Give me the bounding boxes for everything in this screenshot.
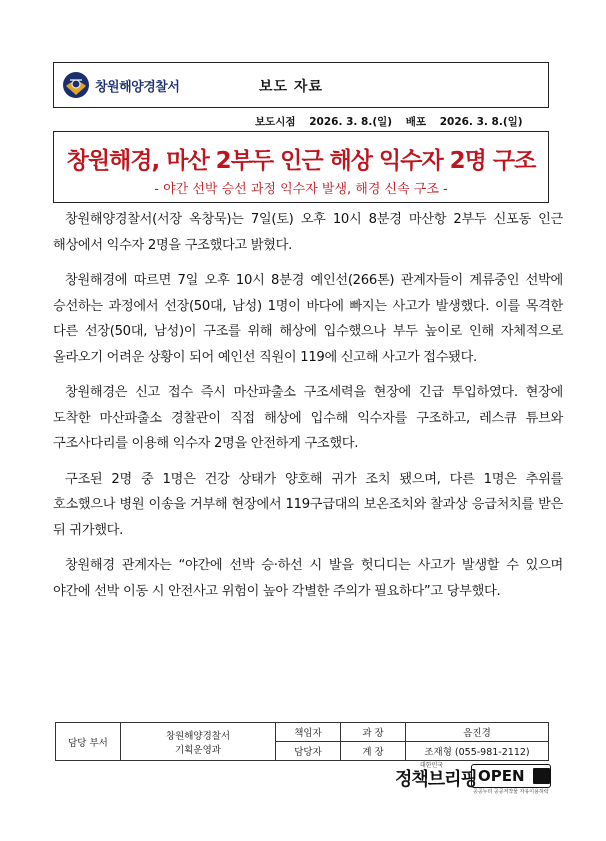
headline: 창원해경, 마산 2부두 인근 해상 익수자 2명 구조: [66, 148, 536, 174]
article-body: [53, 207, 563, 614]
officer-label: 담당자: [276, 742, 341, 761]
paragraph-4: 구조된 2명 중 1명은 건강 상태가 양호해 귀가 조치 됐으며, 다른 1명은 추위를 호소했으나 병원 이송을 거부해 현장에서 119구급대의 보온조치와 찰과상 응급처치를 받은 뒤 귀가했다.: [53, 471, 563, 538]
distribution-label: 배포: [405, 116, 427, 128]
release-info: [255, 114, 533, 129]
responsible-title: 과 장: [341, 723, 406, 742]
open-caption: 공공누리 공공저작물 자유이용허락: [473, 789, 549, 795]
responsible-label: 책임자: [276, 723, 341, 742]
officer-name: 조재형 (055-981-2112): [406, 742, 549, 761]
paragraph-2: 창원해경에 따르면 7일 오후 10시 8분경 예인선(266톤) 관계자들이 계류중인 선박에 승선하는 과정에서 선장(50대, 남성) 1명이 바다에 빠지는 사고가 발생했다. 이를 목격한 다른 선장(50대, 남성)이 구조를 위해 해상에 입수했으나 부두 높이로 인해 자체적으로 올라오기 어려운 상황이 되어 예인선 직원이 119에 신고해 사고가 접수됐다.: [53, 273, 563, 365]
dept-sub: 기획운영과: [175, 744, 221, 756]
embargo-label: 보도시점: [255, 116, 296, 128]
officer-title: 계 장: [341, 742, 406, 761]
agency-logo: [62, 71, 179, 99]
dept-cell: [121, 723, 276, 761]
paragraph-3: 창원해경은 신고 접수 즉시 마산파출소 구조세력을 현장에 긴급 투입하였다. 현장에 도착한 마산파출소 경찰관이 직접 해상에 입수해 익수자를 구조하고, 레스큐 튜브와 구조사다리를 이용해 익수자 2명을 안전하게 구조했다.: [53, 385, 563, 451]
doc-type-label: 보도 자료: [259, 79, 323, 95]
briefing-small-text: 대한민국: [420, 762, 444, 769]
agency-name: 창원해양경찰서: [95, 79, 180, 95]
open-license-badge: [471, 764, 551, 788]
subheadline: - 야간 선박 승선 과정 익수자 발생, 해경 신속 구조 -: [154, 182, 448, 197]
footer-logos: [385, 760, 565, 800]
header-box: [53, 62, 549, 108]
coast-guard-emblem-icon: [62, 71, 90, 99]
dept-label: 담당 부서: [56, 723, 121, 761]
distribution-date: 2026. 3. 8.(일): [439, 116, 523, 128]
policy-briefing-logo: 정책브리핑: [395, 769, 477, 790]
paragraph-1: 창원해양경찰서(서장 옥창묵)는 7일(토) 오후 10시 8분경 마산항 2부두 신포동 인근 해상에서 익수자 2명을 구조했다고 밝혔다.: [53, 212, 563, 253]
paragraph-5: 창원해경 관계자는 “야간에 선박 승·하선 시 발을 헛디디는 사고가 발생할 수 있으며 야간에 선박 이동 시 안전사고 위험이 높아 각별한 주의가 필요하다”고 당부했다.: [53, 558, 563, 599]
dept-name: 창원해양경찰서: [165, 730, 231, 742]
embargo-date: 2026. 3. 8.(일): [309, 116, 393, 128]
title-box: [53, 131, 549, 203]
open-label: OPEN: [478, 767, 525, 785]
license-type-icon: [533, 768, 550, 784]
responsible-name: 음진경: [406, 723, 549, 742]
contact-table: [55, 722, 549, 761]
